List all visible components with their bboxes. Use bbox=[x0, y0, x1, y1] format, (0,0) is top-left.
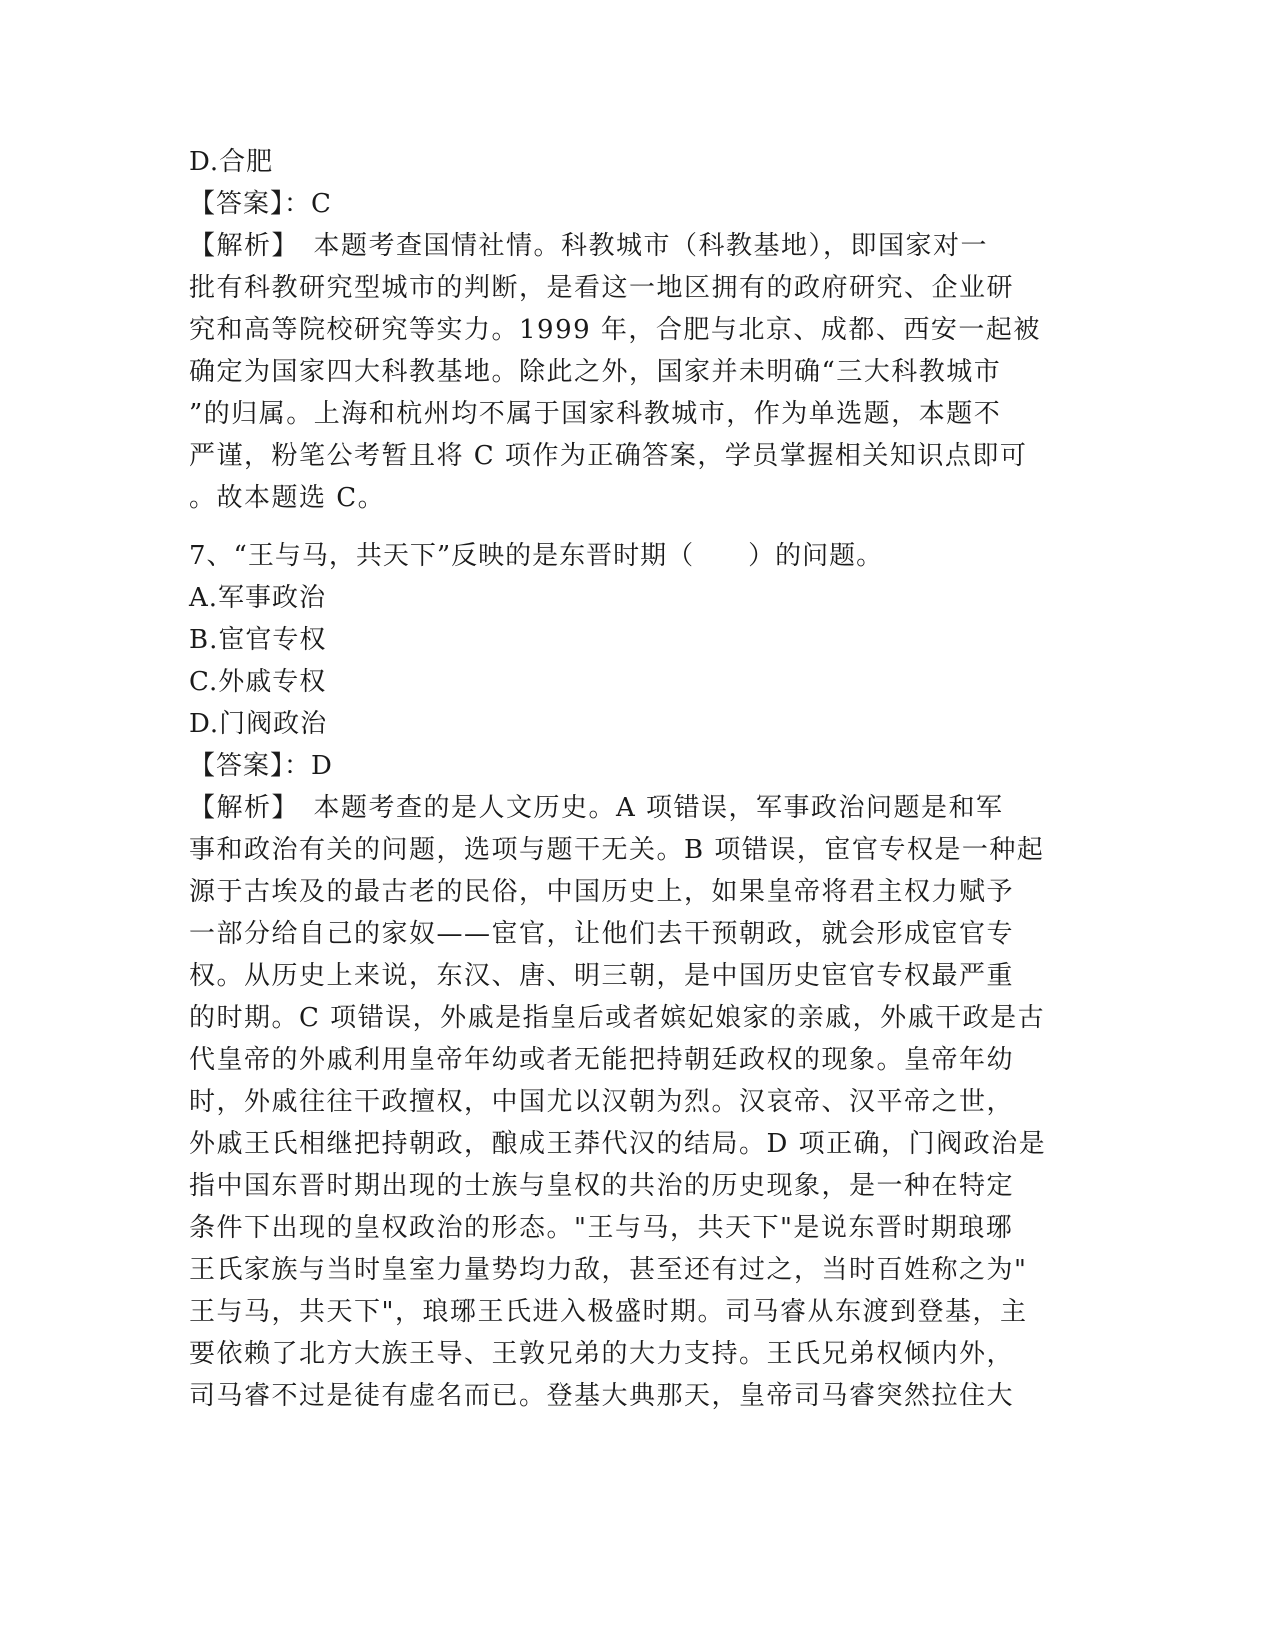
q7-analysis-line: 要依赖了北方大族王导、王敦兄弟的大力支持。王氏兄弟权倾内外， bbox=[189, 1339, 1015, 1369]
q7-analysis-line: 【解析】 本题考查的是人文历史。A 项错误，军事政治问题是和军 bbox=[189, 793, 1004, 823]
prev-analysis-line: 严谨，粉笔公考暂且将 C 项作为正确答案，学员掌握相关知识点即可 bbox=[189, 441, 1028, 471]
q7-analysis-line: 事和政治有关的问题，选项与题干无关。B 项错误，宦官专权是一种起 bbox=[189, 835, 1045, 865]
question-7-option-c: C.外戚专权 bbox=[189, 667, 327, 697]
q7-analysis-line: 司马睿不过是徒有虚名而已。登基大典那天，皇帝司马睿突然拉住大 bbox=[189, 1381, 1015, 1411]
prev-analysis-line: ”的归属。上海和杭州均不属于国家科教城市，作为单选题，本题不 bbox=[189, 399, 1002, 429]
q7-analysis-line: 指中国东晋时期出现的士族与皇权的共治的历史现象，是一种在特定 bbox=[189, 1171, 1015, 1201]
prev-analysis-line: 【解析】 本题考查国情社情。科教城市（科教基地），即国家对一 bbox=[189, 231, 989, 261]
prev-analysis-line: 批有科教研究型城市的判断，是看这一地区拥有的政府研究、企业研 bbox=[189, 273, 1015, 303]
q7-analysis-line: 条件下出现的皇权政治的形态。"王与马，共天下"是说东晋时期琅琊 bbox=[189, 1213, 1014, 1243]
question-7-option-d: D.门阀政治 bbox=[189, 709, 328, 739]
question-7-stem: 7、“王与马，共天下”反映的是东晋时期（ ）的问题。 bbox=[189, 541, 884, 571]
prev-analysis-line: 确定为国家四大科教基地。除此之外，国家并未明确“三大科教城市 bbox=[189, 357, 1002, 387]
prev-analysis-line: 。故本题选 C。 bbox=[189, 483, 386, 513]
q7-analysis-line: 源于古埃及的最古老的民俗，中国历史上，如果皇帝将君主权力赋予 bbox=[189, 877, 1015, 907]
q7-analysis-line: 权。从历史上来说，东汉、唐、明三朝，是中国历史宦官专权最严重 bbox=[189, 961, 1015, 991]
q7-analysis-line: 一部分给自己的家奴——宦官，让他们去干预朝政，就会形成宦官专 bbox=[189, 919, 1015, 949]
prev-answer: 【答案】：C bbox=[189, 189, 332, 219]
question-7-answer: 【答案】：D bbox=[189, 751, 333, 781]
prev-analysis-line: 究和高等院校研究等实力。1999 年，合肥与北京、成都、西安一起被 bbox=[189, 315, 1041, 345]
q7-analysis-line: 代皇帝的外戚利用皇帝年幼或者无能把持朝廷政权的现象。皇帝年幼 bbox=[189, 1045, 1015, 1075]
q7-analysis-line: 王氏家族与当时皇室力量势均力敌，甚至还有过之，当时百姓称之为" bbox=[189, 1255, 1028, 1285]
q7-analysis-line: 王与马，共天下"，琅琊王氏进入极盛时期。司马睿从东渡到登基，主 bbox=[189, 1297, 1028, 1327]
question-7-option-a: A.军事政治 bbox=[189, 583, 327, 613]
q7-analysis-line: 外戚王氏相继把持朝政，酿成王莽代汉的结局。D 项正确，门阀政治是 bbox=[189, 1129, 1047, 1159]
question-7-option-b: B.宦官专权 bbox=[189, 625, 327, 655]
prev-option-d: D.合肥 bbox=[189, 147, 274, 177]
q7-analysis-line: 时，外戚往往干政擅权，中国尤以汉朝为烈。汉哀帝、汉平帝之世， bbox=[189, 1087, 1015, 1117]
q7-analysis-line: 的时期。C 项错误，外戚是指皇后或者嫔妃娘家的亲戚，外戚干政是古 bbox=[189, 1003, 1046, 1033]
